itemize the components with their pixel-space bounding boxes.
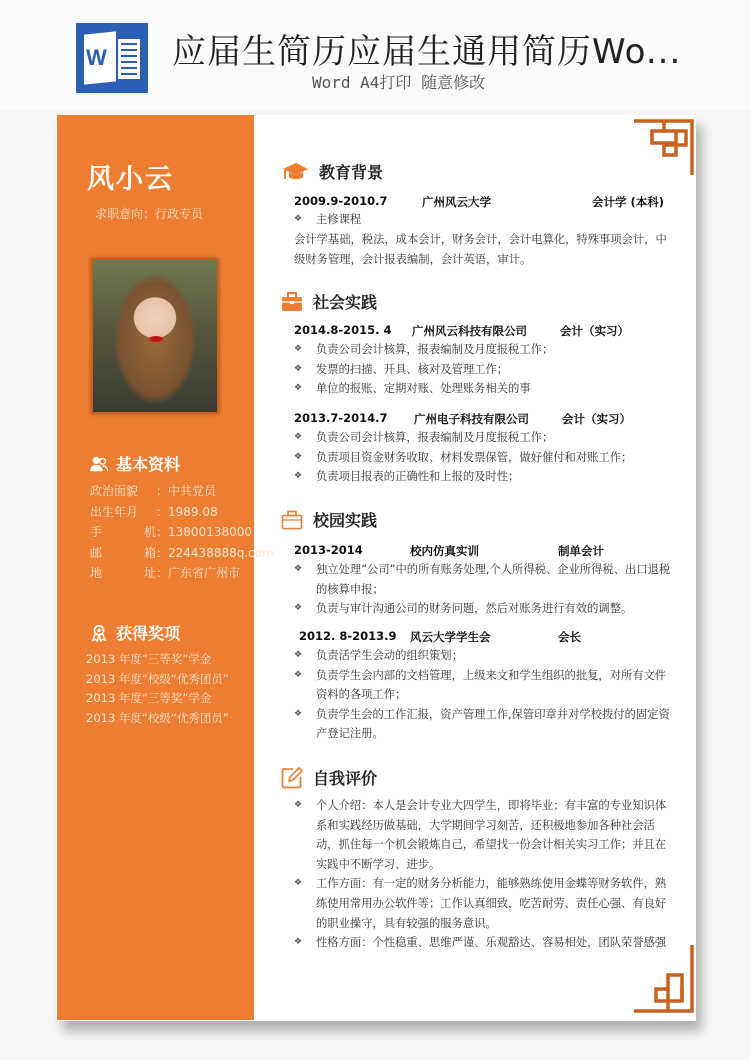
course-list: 会计学基础，税法，成本会计，财务会计，会计电算化，特殊事项会计，中级财务管理，会计报表编制，会计英语，审计。 — [294, 233, 667, 266]
award-ribbon-icon — [90, 624, 108, 642]
self-eval-title: 自我评价 — [313, 769, 378, 788]
info-row-email: 邮 箱 ： 224438888q.com — [90, 545, 274, 560]
list-item: ❖ 负责项目报表的正确性和上报的及时性； — [294, 470, 520, 484]
basic-info-list — [90, 481, 274, 584]
awards-list — [86, 650, 229, 728]
awards-title: 获得奖项 — [116, 624, 181, 643]
award-item: 2013 年度“三等奖”学金 — [86, 691, 212, 705]
sidebar — [57, 115, 274, 1020]
course-label: ❖ 主修课程 — [294, 213, 362, 226]
social-entry-2-bullets — [294, 428, 674, 487]
info-row-political: 政治面貌 ： 中共党员 — [90, 484, 217, 498]
social-entry-1-bullets — [294, 340, 674, 399]
edit-pencil-icon — [281, 767, 303, 789]
info-row-birth: 出生年月 ： 1989.08 — [90, 504, 218, 519]
job-intent: 求职意向：行政专员 — [95, 207, 204, 221]
self-eval-heading — [281, 766, 377, 789]
corner-ornament-top-right — [634, 115, 696, 177]
briefcase-icon — [281, 292, 303, 312]
portrait-photo — [91, 258, 219, 414]
word-icon: W — [76, 23, 148, 93]
list-item: ❖ 性格方面：个性稳重、思维严谨、乐观豁达、容易相处，团队荣誉感强 — [294, 936, 667, 950]
education-heading — [281, 160, 383, 183]
preview-header — [0, 0, 750, 110]
list-item: ❖ 负责学生会的工作汇报，资产管理工作,保管印章并对学校拨付的固定资产登记注册。 — [294, 707, 670, 741]
list-item: ❖ 发票的扫描、开具、核对及管理工作； — [294, 362, 509, 376]
document-subtitle: Word A4打印 随意修改 — [312, 73, 486, 92]
info-row-phone: 手 机 ： 13800138000 — [90, 525, 252, 539]
list-item: ❖ 负责学生会内部的文档管理，上级来文和学生组织的批复，对所有文件资料的各项工作； — [294, 668, 667, 702]
awards-heading — [90, 621, 180, 644]
main-content: 教育背景 2009.9-2010.7 广州风云大学 会计学 (本科) ❖ 主修课程 会计学基础，税法，成本会计，财务会计，会计电算化，特殊事项会计，中级财务管理，会计报表编制，会计英语，审计。 社会实践 2014.8-2015. 4 广州风云科技有限公司 会计（实习） ❖ 负责公司会计核算，报表编制及月度报税工作； ❖ 发票的扫描、开具、核对及管理工作； ❖ 单位的报账、定期对账、处理账务相关的事 2013.7-2014.7 广州电子科技有限公司 会计（实习） ❖ 负责公司会计核算，报表编制及月度报税工作； ❖ 负责项目资金财务收取、材料发票保管，做好催付和对账工作； ❖ 负责项目报表的正确性和上报的及时性； 校园实践 2013-2014 校内仿真实训 制单会计 ❖ 独立处理“公司”中的所有账务处理,个人所得税、企业所得税、出口退税的核算申报； ❖ 负责与审计沟通公司的财务问题，然后对账务进行有效的调整。 2012. 8-2013.9 风云大学学生会 会长 ❖ 负责活学生会动的组织策划； ❖ 负责学生会内部的文档管理，上级来文和学生组织的批复，对所有文件资料的各项工作； ❖ 负责学生会的工作汇报，资产管理工作,保管印章并对学校拨付的固定资产登记注册。 自我评价 ❖ 个人介绍：本人是会计专业大四学生，即将毕业；有丰富的专业知识体系和实践经历做基础，大学期间学习刻苦，还积极地参加各种社会活动，抓住每一个机会锻炼自己，希望找一份会计相关实习工作；并且在实践中不断学习、进步。 ❖ 工作方面：有一定的财务分析能力，能够熟练使用金蝶等财务软件，熟练使用常用办公软件等；工作认真细致，吃苦耐劳、责任心强、有良好的职业操守，具有较强的服务意识。 ❖ 性格方面：个性稳重、思维严谨、乐观豁达、容易相处，团队荣誉感强 — [254, 115, 696, 1021]
list-item: ❖ 个人介绍：本人是会计专业大四学生，即将毕业；有丰富的专业知识体系和实践经历做基础，大学期间学习刻苦，还积极地参加各种社会活动，抓住每一个机会锻炼自己，希望找一份会计相关实习工作；并且在实践中不断学习、进步。 — [294, 799, 667, 871]
campus-entry-2-bullets — [294, 646, 674, 744]
info-row-address: 地 址 ： 广东省广州市 — [90, 566, 241, 580]
social-heading — [281, 290, 377, 313]
self-eval-bullets — [294, 796, 674, 953]
basic-info-heading — [90, 452, 180, 475]
list-item: ❖ 独立处理“公司”中的所有账务处理,个人所得税、企业所得税、出口退税的核算申报； — [294, 563, 671, 596]
graduation-cap-icon — [281, 162, 309, 182]
campus-entry-1-bullets — [294, 560, 674, 619]
campus-heading — [281, 508, 377, 531]
resume-page — [56, 115, 696, 1021]
basic-info-title: 基本资料 — [116, 455, 181, 474]
list-item: ❖ 负责公司会计核算，报表编制及月度报税工作； — [294, 431, 554, 444]
document-title: 应届生简历应届生通用简历Wo... — [172, 32, 682, 72]
list-item: ❖ 负责活学生会动的组织策划； — [294, 649, 463, 662]
list-item: ❖ 负责项目资金财务收取、材料发票保管，做好催付和对账工作； — [294, 450, 633, 464]
list-item: ❖ 单位的报账、定期对账、处理账务相关的事 — [294, 382, 531, 396]
briefcase-outline-icon — [281, 510, 303, 530]
list-item: ❖ 工作方面：有一定的财务分析能力，能够熟练使用金蝶等财务软件，熟练使用常用办公软件等；工作认真细致，吃苦耐劳、责任心强、有良好的职业操守，具有较强的服务意识。 — [294, 877, 667, 930]
award-item: 2013 年度“校级“优秀团员” — [86, 710, 229, 725]
users-icon — [90, 455, 108, 473]
list-item: ❖ 负责与审计沟通公司的财务问题，然后对账务进行有效的调整。 — [294, 602, 633, 616]
candidate-name: 风小云 — [87, 164, 174, 195]
corner-ornament-bottom-right — [634, 945, 696, 1021]
award-item: 2013 年度“校级“优秀团员” — [86, 671, 229, 686]
education-title: 教育背景 — [319, 163, 384, 182]
campus-title: 校园实践 — [313, 511, 378, 530]
award-item: 2013 年度“三等奖”学金 — [86, 652, 212, 666]
social-title: 社会实践 — [313, 293, 378, 312]
list-item: ❖ 负责公司会计核算，报表编制及月度报税工作； — [294, 343, 554, 356]
